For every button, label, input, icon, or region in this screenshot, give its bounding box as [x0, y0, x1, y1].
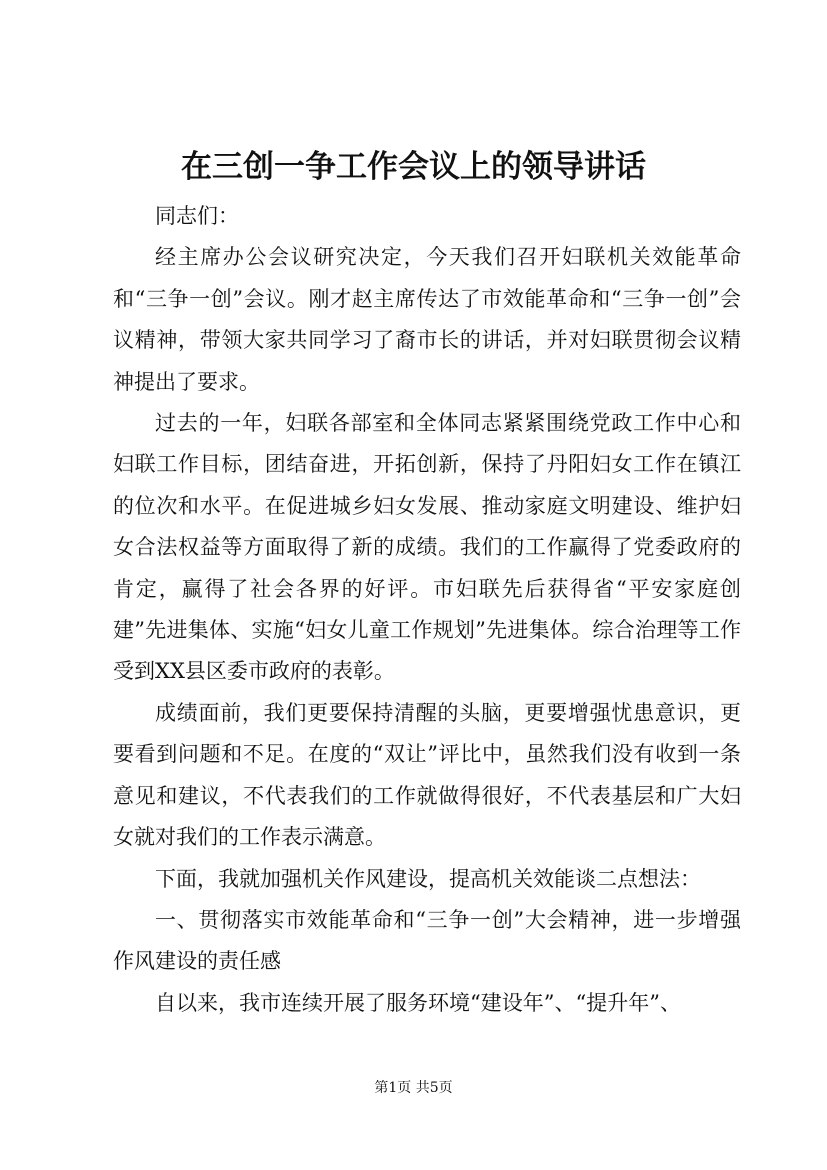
- paragraph-salutation: 同志们：: [155, 204, 239, 228]
- paragraph-achievements: 成绩面前，我们更要保持清醒的头脑，更要增强忧患意识，更要看到问题和不足。在度的“双让”评比中，虽然我们没有收到一条意见和建议，不代表我们的工作就做得很好，不代表基层和广大妇女就对我们的工作表示满意。: [113, 700, 741, 850]
- document-body: [113, 196, 741, 1024]
- paragraph-section-one-body: 自以来，我市连续开展了服务环境“建设年”、“提升年”、: [155, 990, 681, 1015]
- paragraph-past-year: 过去的一年，妇联各部室和全体同志紧紧围绕党政工作中心和妇联工作目标，团结奋进，开拓创新，保持了丹阳妇女工作在镇江的位次和水平。在促进城乡妇女发展、推动家庭文明建设、维护妇女合法权益等方面取得了新的成绩。我们的工作赢得了党委政府的肯定，赢得了社会各界的好评。市妇联先后获得省“平安家庭创建”先进集体、实施“妇女儿童工作规划”先进集体。综合治理等工作受到XX县区委市政府的表彰。: [113, 411, 741, 684]
- document-title: 在三创一争工作会议上的领导讲话: [181, 149, 646, 185]
- paragraph-meeting-intro: 经主席办公会议研究决定，今天我们召开妇联机关效能革命和“三争一创”会议。刚才赵主席传达了市效能革命和“三争一创”会议精神，带领大家共同学习了裔市长的讲话，并对妇联贯彻会议精神提出了要求。: [113, 245, 741, 394]
- page-number-footer: 第1页 共5页: [374, 1080, 453, 1096]
- paragraph-section-one-heading: 一、贯彻落实市效能革命和“三争一创”大会精神，进一步增强作风建设的责任感: [113, 907, 741, 974]
- paragraph-two-points: 下面，我就加强机关作风建设，提高机关效能谈二点想法：: [155, 866, 701, 891]
